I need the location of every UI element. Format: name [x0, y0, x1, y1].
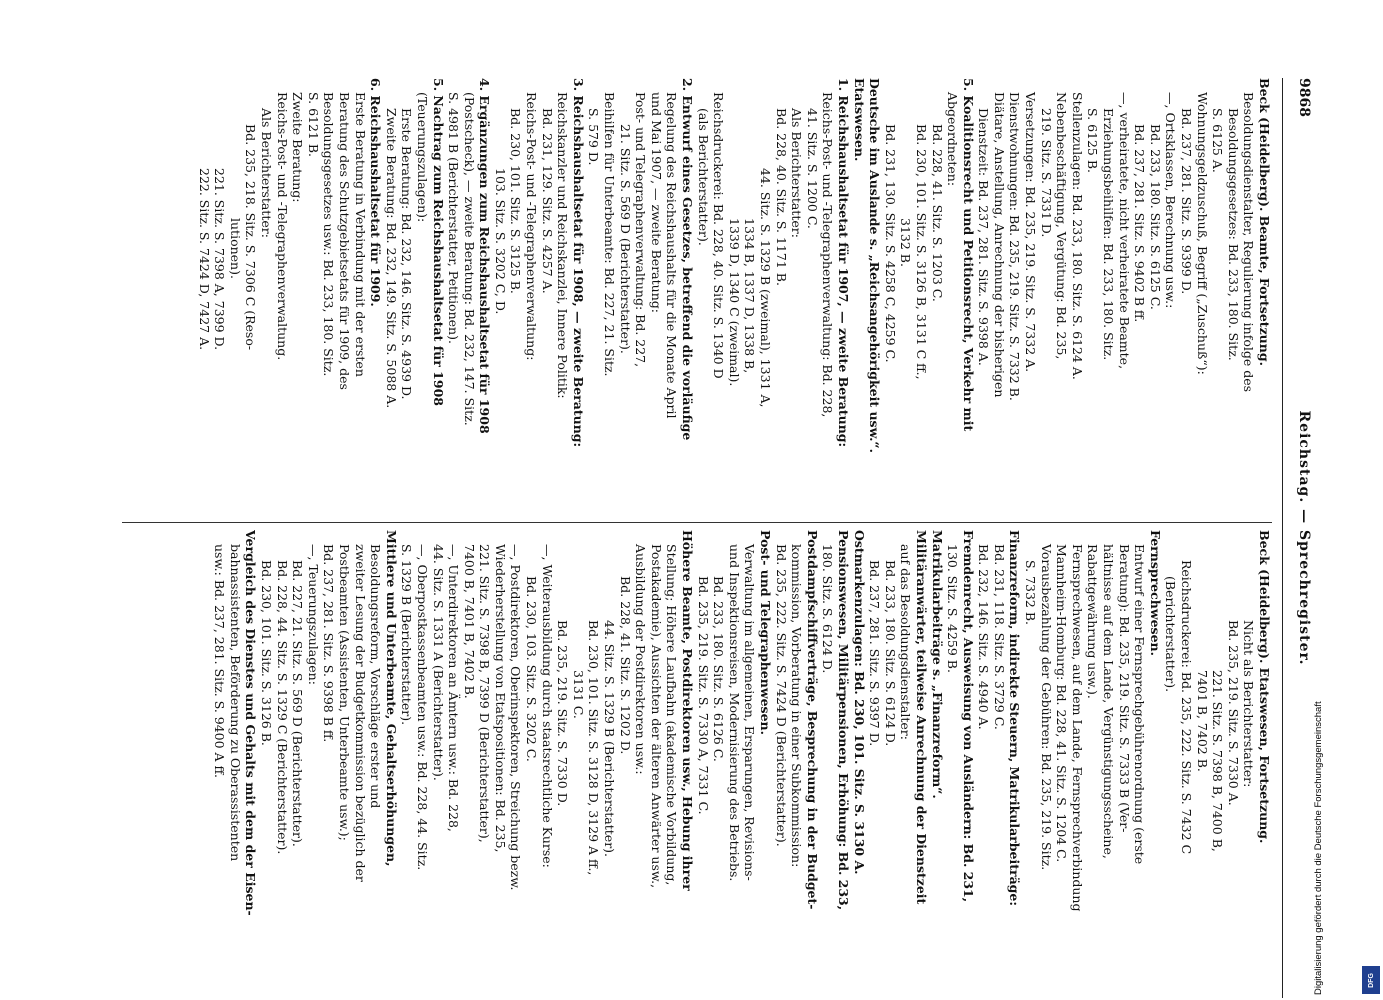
index-entry-line: 103. Sitz. S. 3202 C, D. [492, 168, 508, 315]
index-entry-line: —, Unterdirektoren an Ämtern usw.: Bd. 228, [446, 544, 462, 832]
index-entry-line: Bd. 235, 219. Sitz. S. 7330 A. [1225, 620, 1241, 806]
index-entry-line: 219. Sitz. S. 7331 D. [1038, 108, 1054, 238]
index-entry-line: Finanzreform, indirekte Steuern, Matrikularbeiträge: [1007, 530, 1023, 906]
index-entry-line: —, Postdirektoren, Oberinspektoren, Streichung bezw. [508, 544, 524, 891]
index-entry-line: Bd. 231, 130. Sitz. S. 4258 C, 4259 C. [882, 124, 898, 363]
index-entry-line: Bd. 237, 281. Sitz. S. 9398 B ff. [321, 544, 337, 743]
index-entry-line: 5. Nachtrag zum Reichshaushaltsetat für 1908 [430, 78, 446, 406]
index-entry-line: Bd. 231, 129. Sitz. S. 4257 A. [539, 108, 555, 294]
index-entry-line: 3131 C. [570, 670, 586, 719]
index-entry-line: Bd. 228, 41. Sitz. S. 1203 C. [929, 124, 945, 302]
index-entry-line: Beratung): Bd. 235, 219. Sitz. S. 7333 B (Ver- [1116, 544, 1132, 833]
index-entry-line: zweiter Lesung der Budgetkommission bezüglich der [352, 544, 368, 882]
index-entry-line: 5. Koalitionsrecht und Petitionsrecht, Verkehr mit [960, 78, 976, 432]
index-entry-line: Bd. 228, 40. Sitz. S. 1171 B. [773, 108, 789, 286]
index-entry-line: Verwaltung im allgemeinen, Ersparungen, Revisions- [742, 544, 758, 881]
index-entry-line: 1334 B, 1337 D, 1338 B, [742, 218, 758, 374]
index-entry-line: Höhere Beamte, Postdirektoren usw., Hebung ihrer [680, 530, 696, 891]
index-entry-line: Bd. 235, 218. Sitz. S. 7306 C (Reso- [243, 124, 259, 351]
index-entry-line: Reichsdruckerei: Bd. 235, 222. Sitz. S. 7432 C [1179, 560, 1195, 855]
index-entry-line: 2. Entwurf eines Gesetzes, betreffend die vorläufige [680, 78, 696, 441]
index-entry-line: Beihilfen für Unterbeamte: Bd. 227, 21. Sitz. [602, 92, 618, 377]
index-entry-line: Reichs-Post- und -Telegraphenverwaltung. [274, 92, 290, 361]
index-entry-line: 180. Sitz. S. 6124 D. [820, 544, 836, 674]
index-entry-line: 4. Ergänzungen zum Reichshaushaltsetat für 1908 [477, 78, 493, 434]
index-entry-line: Bd. 228, 41. Sitz. S. 1202 D. [617, 576, 633, 755]
index-entry-line: Erste Beratung in Verbindung mit der ersten [352, 92, 368, 377]
index-entry-line: (Postscheck), — zweite Beratung: Bd. 232, 147. Sitz. [461, 92, 477, 426]
index-entry-line: 221. Sitz. S. 7398 A, 7399 D. [212, 168, 228, 351]
index-entry-line: 1339 D, 1340 C (zweimal). [726, 218, 742, 387]
index-entry-line: Postakademie), Aussichten der älteren Anwärter usw., [648, 544, 664, 889]
dfg-logo-icon [1362, 966, 1380, 994]
index-entry-line: Dienstzeit: Bd. 237, 281. Sitz. S. 9398 A. [976, 108, 992, 366]
index-entry-line: 3132 B. [898, 218, 914, 267]
index-entry-line: 221. Sitz. S. 7398 B, 7400 B, [1210, 670, 1226, 852]
index-entry-line: Reichsdruckerei: Bd. 228, 40. Sitz. S. 1340 D [711, 92, 727, 379]
index-entry-line: Besoldungsgesetzes: Bd. 233, 180. Sitz. [1225, 108, 1241, 361]
index-entry-line: usw.: Bd. 237, 281. Sitz. S. 9400 A ff. [212, 544, 228, 778]
header-rule [1282, 78, 1283, 998]
index-entry-line: hältnisse auf dem Lande, Vergünstigungsscheine, [1101, 544, 1117, 859]
index-entry-line: Vergleich des Dienstes und Gehalts mit dem der Eisen- [243, 530, 259, 916]
index-entry-line: Mannheim-Homburg: Bd. 228, 41. Sitz. S. 1204 C. [1054, 544, 1070, 863]
index-entry-line: Zweite Beratung: Bd. 232, 149. Sitz. S. 5088 A. [383, 108, 399, 409]
index-entry-line: S. 4981 B (Berichterstatter, Petitionen). [446, 92, 462, 344]
running-head: Reichstag. — Sprechregister. [1296, 410, 1312, 666]
index-entry-line: —, Ortsklassen, Berechnung usw.: [1163, 92, 1179, 309]
index-entry-line: Besoldungsdienstalter, Regulierung infolge des [1241, 92, 1257, 393]
scanned-page [26, 0, 1326, 1000]
index-entry-line: S. 6125 A. [1210, 108, 1226, 173]
index-entry-line: Pensionswesen, Militärpensionen, Erhöhung: Bd. 233, [835, 530, 851, 911]
index-entry-line: 130. Sitz. S. 4259 B. [945, 544, 961, 673]
index-entry-line: 44. Sitz. S. 1329 B (Berichterstatter). [602, 620, 618, 858]
index-entry-line: Bd. 230, 101. Sitz. S. 3126 B, 3131 C ff., [913, 124, 929, 380]
index-entry-line: Nicht als Berichterstatter: [1241, 620, 1257, 788]
index-entry-line: Bd. 237, 281. Sitz. S. 9397 D. [867, 560, 883, 747]
index-entry-line: Bd. 237, 281. Sitz. S. 9402 B ff. [1132, 124, 1148, 323]
index-entry-line: Beck (Heidelberg). Beamte, Fortsetzung. [1257, 78, 1272, 366]
page-number: 9868 [1296, 78, 1312, 117]
index-entry-line: Fremdenrecht, Ausweisung von Ausländern: Bd. 231, [960, 530, 976, 903]
dfg-logo-text: DFG [1367, 972, 1375, 988]
index-entry-line: und Mai 1907, — zweite Beratung: [648, 92, 664, 313]
index-entry-line: bahnassistenten, Beförderung zu Oberassistenten [227, 544, 243, 862]
index-entry-line: S. 7332 B. [1023, 560, 1039, 626]
index-entry-line: Erziehungsbeihilfen: Bd. 233, 180. Sitz. [1101, 108, 1117, 361]
index-entry-line: —, verheiratete, nicht verheiratete Beamte, [1116, 92, 1132, 370]
index-entry-line: Besoldungsgesetzes usw.: Bd. 233, 180. Sitz. [321, 92, 337, 377]
index-entry-line: Versetzungen: Bd. 235, 219. Sitz. S. 7332 A. [1023, 92, 1039, 373]
index-entry-line: 7400 B, 7401 B, 7402 B. [461, 544, 477, 699]
index-entry-line: —, Weiterausbildung durch staatsrechtliche Kurse: [539, 544, 555, 868]
index-entry-line: Regelung des Reichshaushalts für die Monate April [664, 92, 680, 419]
index-entry-line: Als Berichterstatter: [789, 108, 805, 238]
index-entry-line: 1. Reichshaushaltsetat für 1907, — zweite Beratung: [835, 78, 851, 448]
index-entry-line: Bd. 233, 180. Sitz. S. 6124 D. [882, 560, 898, 747]
index-entry-line: Postbeamten (Assistenten, Unterbeamte usw.); [336, 544, 352, 841]
digitization-note [1306, 605, 1328, 995]
index-entry-line: Stellung; Höhere Laufbahn (akademische Vorbildung, [664, 544, 680, 886]
index-entry-line: Bd. 233, 180. Sitz. S. 6126 C. [711, 576, 727, 762]
index-entry-line: —, Teuerungszulagen: [305, 544, 321, 685]
index-entry-line: Mittlere und Unterbeamte, Gehaltserhöhungen, [383, 530, 399, 867]
index-entry-line: (Teuerungszulagen): [414, 92, 430, 223]
index-entry-line: Zweite Beratung: [290, 92, 306, 203]
index-entry-line: 221. Sitz. S. 7398 B, 7399 D (Berichterstatter), [477, 544, 493, 843]
index-entry-line: S. 1329 B (Berichterstatter). [399, 544, 415, 726]
digitization-text: Digitalisierung gefördert durch die Deutsche Forschungsgemeinschaft [1313, 701, 1324, 995]
index-entry-line: Nebenbeschäftigung, Vergütung: Bd. 235, [1054, 92, 1070, 360]
index-entry-line: Stellenzulagen: Bd. 233, 180. Sitz. S. 6124 A. [1069, 92, 1085, 380]
index-entry-line: Reichskanzler und Reichskanzlei, Innere Politik: [555, 92, 571, 399]
index-entry-line: Fernsprechwesen. [1147, 530, 1163, 656]
index-entry-line: 21. Sitz. S. 569 D (Berichterstatter). [617, 124, 633, 354]
index-entry-line: Post- und Telegraphenverwaltung: Bd. 227, [633, 92, 649, 368]
index-entry-line: Bd. 230, 103. Sitz. S. 3202 C. [524, 576, 540, 762]
index-entry-line: Entwurf einer Fernsprechgebührenordnung (erste [1132, 544, 1148, 865]
index-entry-line: Als Berichterstatter: [259, 108, 274, 238]
right-column [60, 530, 1272, 970]
index-entry-line: Bd. 232, 146. Sitz. S. 4940 A. [976, 544, 992, 730]
index-entry-line: Fernsprechwesen, auf dem Lande, Fernsprechverbindung [1069, 544, 1085, 912]
index-entry-line: (als Berichterstatter). [695, 108, 711, 246]
index-entry-line: Reichs-Post- und -Telegraphenverwaltung: Bd. 228, [820, 92, 836, 418]
index-entry-line: 44. Sitz. S. 1331 A (Berichterstatter). [430, 544, 446, 781]
index-entry-line: Rabattgewährung usw.). [1085, 544, 1101, 699]
index-entry-line: 222. Sitz. S. 7424 D, 7427 A. [196, 168, 212, 351]
index-entry-line: Etatswesen. [851, 78, 867, 162]
index-entry-line: Bd. 231, 118. Sitz. S. 3729 C. [991, 544, 1007, 730]
index-entry-line: Bd. 237, 281. Sitz. S. 9399 D. [1179, 108, 1195, 295]
index-entry-line: Ostmarkenzulagen: Bd. 230, 101. Sitz. S. 3130 A. [851, 530, 867, 875]
index-entry-line: Post- und Telegraphenwesen. [758, 530, 773, 735]
index-entry-line: Erste Beratung: Bd. 232, 146. Sitz. S. 4939 D. [399, 108, 415, 400]
index-entry-line: Abgeordneten: [945, 92, 961, 187]
index-entry-line: 44. Sitz. S. 1329 B (zweimal), 1331 A, [758, 168, 773, 408]
index-entry-line: S. 6121 B. [305, 92, 321, 158]
index-entry-line: 41. Sitz. S. 1200 C. [804, 108, 820, 229]
index-entry-line: und Inspektionsreisen, Modernisierung des Betriebs. [726, 544, 742, 882]
index-entry-line: Wiederherstellung von Etatspositionen: Bd. 235, [492, 544, 508, 853]
index-entry-line: Bd. 233, 180. Sitz. S. 6125 C. [1147, 124, 1163, 310]
index-entry-line: Bd. 228, 44. Sitz. S. 1329 C (Berichterstatter). [274, 560, 290, 855]
index-entry-line: (Berichterstatter). [1163, 576, 1179, 693]
index-entry-line: auf das Besoldungsdienstalter: [898, 544, 914, 740]
index-entry-line: S. 579 D. [586, 108, 602, 166]
index-entry-line: kommission, Vorberatung in einer Subkommission: [789, 544, 805, 868]
index-entry-line: Dienstwohnungen: Bd. 235, 219. Sitz. S. 7332 B. [1007, 92, 1023, 401]
index-entry-line: Postdampfschiffverträge, Besprechung in der Budget- [804, 530, 820, 910]
index-entry-line: —, Oberpostkassenbeamten usw.: Bd. 228, 44. Sitz. [414, 544, 430, 871]
index-entry-line: lutionen). [227, 218, 243, 279]
index-entry-line: Bd. 230, 101. Sitz. S. 3126 B. [259, 560, 274, 746]
index-entry-line: Matrikularbeiträge s. „Finanzreform“. [929, 530, 945, 799]
index-entry-line: Reichs-Post- und -Telegraphenverwaltung: [524, 92, 540, 361]
index-entry-line: Besoldungsreform, Vorschläge erster und [368, 544, 384, 809]
index-entry-line: S. 6125 B. [1085, 108, 1101, 174]
index-entry-line: Deutsche im Auslande s. „Reichsangehörigkeit usw.“. [867, 78, 883, 453]
index-entry-line: Ausbildung der Postdirektoren usw.: [633, 544, 649, 775]
column-divider [122, 522, 1272, 523]
index-entry-line: 7401 B, 7402 B. [1194, 670, 1210, 772]
index-entry-line: Bd. 230, 101. Sitz. S. 3125 B. [508, 108, 524, 294]
index-entry-line: Vorausbezahlung der Gebühren: Bd. 235, 219. Sitz. [1038, 544, 1054, 871]
index-entry-line: Bd. 230, 101. Sitz. S. 3128 D, 3129 A ff., [586, 620, 602, 876]
index-entry-line: 6. Reichshaushaltsetat für 1909. [368, 78, 384, 307]
index-entry-line: Militäranwärter, teilweise Anrechnung der Dienstzeit [913, 530, 929, 905]
index-entry-line: Beck (Heidelberg). Etatswesen, Fortsetzung. [1257, 530, 1272, 844]
index-entry-line: Bd. 235, 222. Sitz. S. 7424 D (Berichterstatter). [773, 544, 789, 847]
index-entry-line: Diätare, Anstellung, Anrechnung der bisherigen [991, 92, 1007, 398]
index-entry-line: Bd. 235, 219. Sitz. S. 7330 A, 7331 C. [695, 576, 711, 815]
index-entry-line: Bd. 235, 219. Sitz. S. 7330 D. [555, 620, 571, 807]
index-entry-line: Beratung des Schutzgebietsetats für 1909, des [336, 92, 352, 390]
left-column [60, 78, 1272, 510]
index-entry-line: Bd. 227, 21. Sitz. S. 569 D (Berichterstatter). [290, 560, 306, 847]
index-entry-line: 3. Reichshaushaltsetat für 1908, — zweite Beratung: [570, 78, 586, 448]
index-entry-line: Wohnungsgeldzuschuß, Begriff („Zuschuß“): [1194, 92, 1210, 375]
